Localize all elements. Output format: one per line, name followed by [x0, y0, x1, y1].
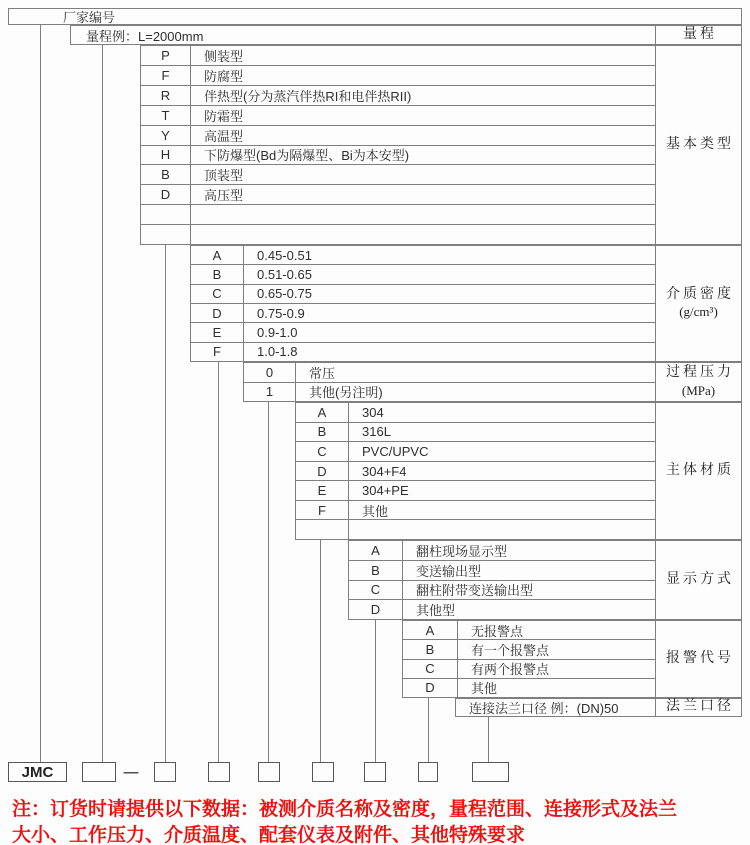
range-code-box — [82, 762, 116, 782]
table-row — [296, 462, 655, 482]
table-row — [403, 640, 655, 659]
table-row — [349, 541, 655, 561]
table-row — [191, 246, 655, 265]
section-alarm-code — [402, 620, 742, 698]
section-display-mode — [348, 540, 742, 620]
ordering-note-line1: 注：订货时请提供以下数据：被测介质名称及密度，量程范围、连接形式及法兰 — [12, 799, 678, 820]
desc-cell: 伴热型(分为蒸汽伴热RI和电伴热RII) — [204, 88, 412, 104]
code-cell: A — [349, 541, 403, 560]
code-cell: C — [403, 660, 458, 678]
code-cell: C — [296, 442, 349, 461]
desc-cell: 侧装型 — [204, 48, 244, 64]
desc-cell: 常压 — [309, 365, 336, 381]
code-cell: E — [191, 323, 244, 341]
ordering-note-line2: 大小、工作压力、介质温度、配套仪表及附件、其他特殊要求 — [12, 825, 526, 845]
connector-line-manufacturer — [40, 25, 41, 762]
table-row — [141, 205, 655, 225]
section-flange-size — [455, 698, 742, 717]
code-cell: F — [141, 66, 191, 85]
table-row — [191, 285, 655, 304]
code-cell: B — [349, 561, 403, 580]
table-row — [141, 225, 655, 244]
section-label: 过程压力 (MPa) — [655, 363, 741, 401]
section-process-pressure — [243, 362, 742, 402]
table-row — [296, 501, 655, 521]
code-cell — [141, 225, 191, 244]
table-row — [403, 660, 655, 679]
desc-cell: 下防爆型(Bd为隔爆型、Bi为本安型) — [204, 148, 410, 164]
section-label: 法兰口径 — [655, 699, 741, 716]
table-row — [141, 86, 655, 106]
table-row — [296, 520, 655, 539]
table-row — [296, 481, 655, 501]
code-cell: A — [296, 403, 349, 422]
code-cell: D — [349, 600, 403, 619]
section-label: 主体材质 — [655, 403, 741, 539]
desc-cell: 连接法兰口径 例：(DN)50 — [469, 701, 619, 716]
section-label: 基本类型 — [655, 46, 741, 244]
pressure-code-box — [258, 762, 280, 782]
code-cell: F — [191, 343, 244, 361]
alarm-code-box — [418, 762, 438, 782]
desc-cell: 有一个报警点 — [471, 642, 550, 658]
connector-line-density — [218, 362, 219, 762]
desc-cell: 其他 — [471, 681, 498, 697]
section-body-material — [295, 402, 742, 540]
section-label: 介质密度 (g/cm³) — [655, 246, 741, 361]
manufacturer-code-row — [8, 8, 742, 25]
code-cell: F — [296, 501, 349, 520]
table-row — [349, 581, 655, 601]
table-row — [191, 323, 655, 342]
desc-cell: 翻柱附带变送输出型 — [416, 583, 534, 599]
desc-cell: 其他型 — [416, 603, 456, 619]
table-row — [403, 621, 655, 640]
density-code-box — [208, 762, 230, 782]
code-cell: D — [191, 304, 244, 322]
section-basic-type — [140, 45, 742, 245]
range-example-text: 量程例：L=2000mm — [86, 28, 204, 44]
desc-cell: 0.65-0.75 — [257, 286, 312, 302]
code-cell: 1 — [244, 383, 296, 402]
desc-cell: 高压型 — [204, 188, 244, 204]
connector-line-display — [375, 620, 376, 762]
table-row — [296, 423, 655, 443]
code-cell: H — [141, 146, 191, 165]
desc-cell: 高温型 — [204, 128, 244, 144]
table-row — [141, 126, 655, 146]
desc-cell: 304+F4 — [362, 463, 407, 479]
table-row — [349, 600, 655, 619]
code-cell — [296, 520, 349, 539]
table-row — [191, 265, 655, 284]
desc-cell: 0.51-0.65 — [257, 266, 312, 282]
code-cell: Y — [141, 126, 191, 145]
section-medium-density — [190, 245, 742, 362]
code-cell: D — [296, 462, 349, 481]
desc-cell: 0.45-0.51 — [257, 247, 312, 263]
desc-cell: 有两个报警点 — [471, 662, 550, 678]
manufacturer-code-label: 厂家编号 — [63, 10, 116, 25]
table-row — [456, 699, 655, 716]
desc-cell — [191, 205, 655, 224]
section-label: 显示方式 — [655, 541, 741, 619]
desc-cell: 防腐型 — [204, 68, 244, 84]
desc-cell: 0.9-1.0 — [257, 324, 298, 340]
section-label: 报警代号 — [655, 621, 741, 697]
table-row — [244, 363, 655, 383]
range-label: 量程 — [655, 26, 741, 44]
code-cell: B — [191, 265, 244, 283]
code-cell: P — [141, 46, 191, 65]
code-cell: B — [403, 640, 458, 658]
code-cell: D — [403, 679, 458, 697]
connector-line-pressure — [268, 402, 269, 762]
desc-cell: 其他 — [362, 503, 389, 519]
code-cell: C — [349, 581, 403, 600]
model-separator: — — [123, 763, 139, 781]
desc-cell: 变送输出型 — [416, 563, 482, 579]
desc-cell: 1.0-1.8 — [257, 344, 298, 360]
desc-cell: 无报警点 — [471, 623, 524, 639]
desc-cell: 304 — [362, 404, 384, 420]
table-row — [191, 343, 655, 361]
desc-cell: 顶装型 — [204, 168, 244, 184]
connector-line-range — [102, 45, 103, 762]
code-cell: 0 — [244, 363, 296, 382]
model-prefix-box: JMC — [8, 762, 67, 782]
code-cell: C — [191, 285, 244, 303]
table-row — [349, 561, 655, 581]
code-cell — [141, 205, 191, 224]
ordering-note — [12, 797, 744, 845]
table-row — [191, 304, 655, 323]
desc-cell — [191, 225, 655, 244]
table-row — [141, 165, 655, 185]
table-row — [296, 442, 655, 462]
table-row — [141, 46, 655, 66]
desc-cell: 翻柱现场显示型 — [416, 543, 508, 559]
code-cell: T — [141, 106, 191, 125]
table-row — [141, 106, 655, 126]
desc-cell: PVC/UPVC — [362, 443, 429, 459]
table-row — [296, 403, 655, 423]
table-row — [403, 679, 655, 697]
code-cell: R — [141, 86, 191, 105]
flange-code-box — [472, 762, 509, 782]
table-row — [141, 66, 655, 86]
code-cell: B — [141, 165, 191, 184]
connector-line-flange — [488, 717, 489, 762]
code-cell: A — [191, 246, 244, 264]
desc-cell: 其他(另注明) — [309, 385, 383, 401]
connector-line-alarm — [428, 698, 429, 762]
table-row — [244, 383, 655, 402]
connector-line-material — [320, 540, 321, 762]
range-row — [70, 25, 742, 45]
basic-type-code-box — [154, 762, 176, 782]
code-cell: A — [403, 621, 458, 639]
display-code-box — [364, 762, 386, 782]
code-cell: B — [296, 423, 349, 442]
connector-line-basic-type — [165, 245, 166, 762]
table-row — [141, 146, 655, 166]
desc-cell: 316L — [362, 424, 391, 440]
desc-cell: 0.75-0.9 — [257, 305, 305, 321]
table-row — [141, 185, 655, 205]
desc-cell: 防霜型 — [204, 108, 244, 124]
material-code-box — [312, 762, 334, 782]
desc-cell: 304+PE — [362, 483, 409, 499]
code-cell: D — [141, 185, 191, 204]
code-cell: E — [296, 481, 349, 500]
desc-cell — [349, 520, 655, 539]
